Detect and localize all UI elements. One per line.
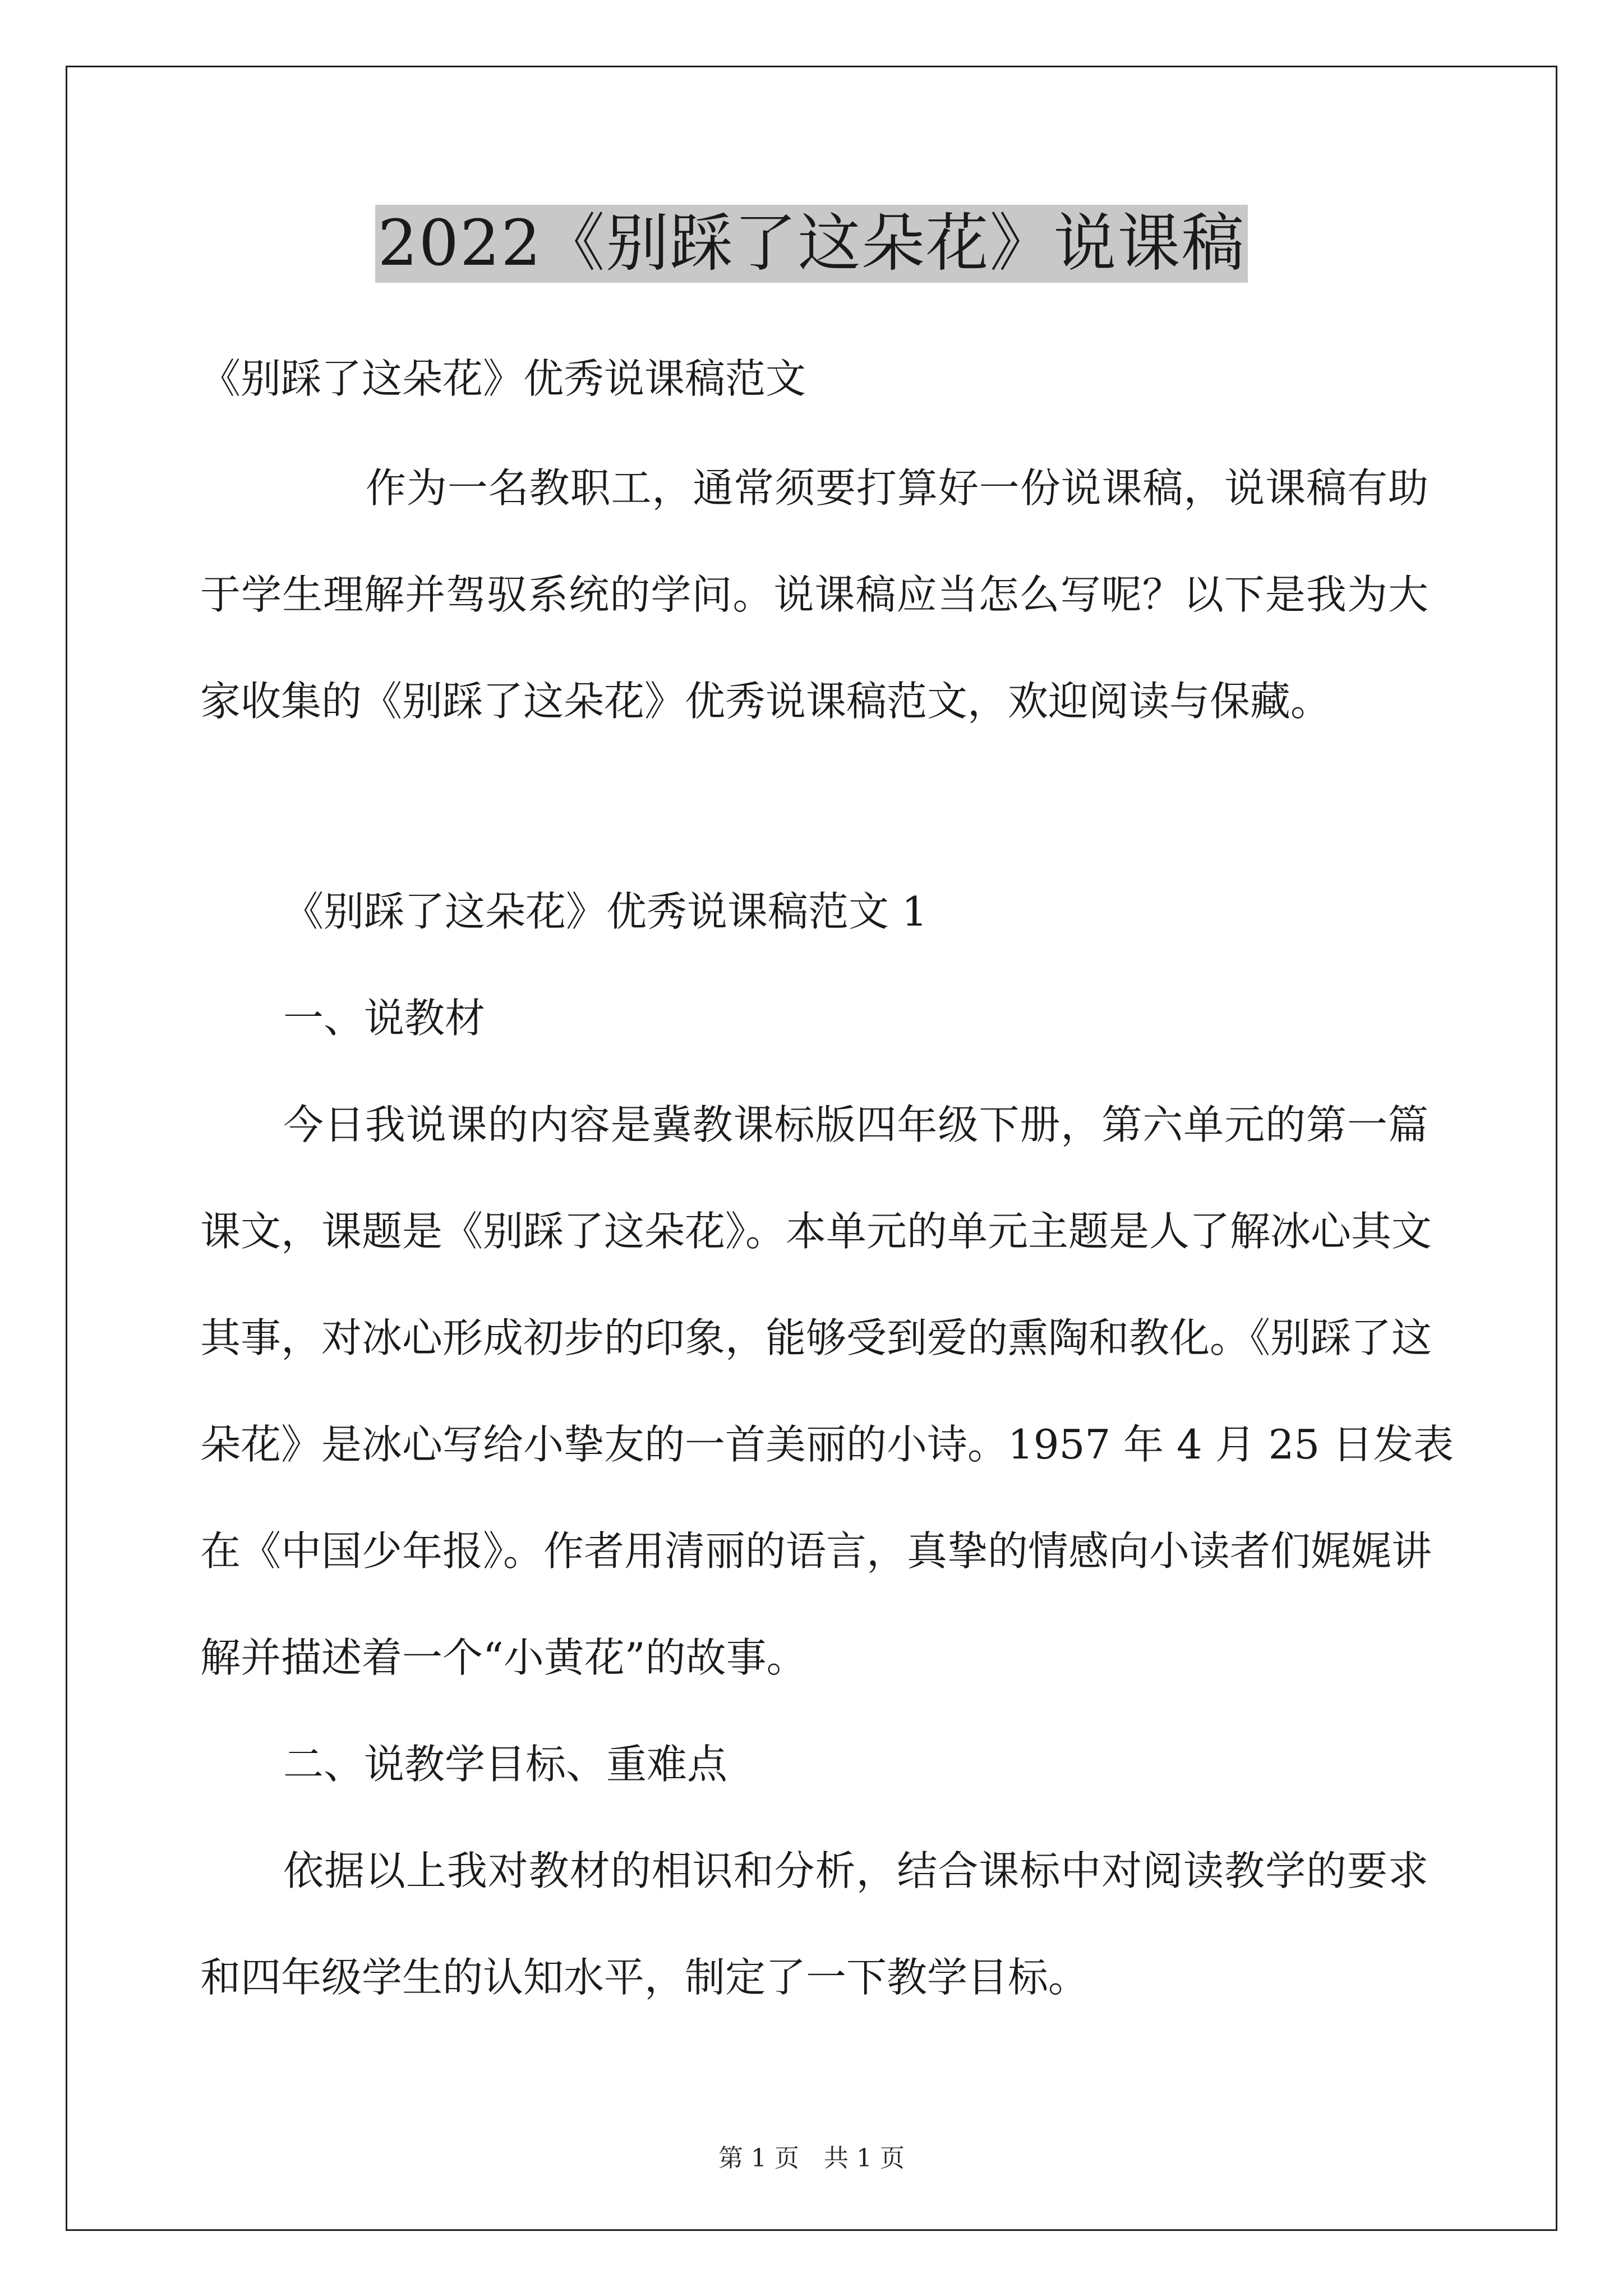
paragraph-line: 于学生理解并驾驭系统的学问。说课稿应当怎么写呢？以下是我为大 <box>200 571 1428 618</box>
paragraph-line: 和四年级学生的认知水平，制定了一下教学目标。 <box>200 1954 1089 2001</box>
paragraph-line: 在《中国少年报》。作者用清丽的语言，真挚的情感向小读者们娓娓讲 <box>200 1527 1432 1575</box>
paragraph-line: 朵花》是冰心写给小挚友的一首美丽的小诗。1957 年 4 月 25 日发表 <box>200 1421 1454 1468</box>
paragraph-line: 其事，对冰心形成初步的印象，能够受到爱的熏陶和教化。《别踩了这 <box>200 1314 1432 1361</box>
paragraph-line: 家收集的《别踩了这朵花》优秀说课稿范文，欢迎阅读与保藏。 <box>200 678 1331 725</box>
paragraph-line: 依据以上我对教材的相识和分析，结合课标中对阅读教学的要求 <box>283 1847 1428 1894</box>
subtitle-line: 《别踩了这朵花》优秀说课稿范文 <box>200 355 806 402</box>
document-title: 2022《别踩了这朵花》说课稿 <box>375 205 1247 283</box>
section-heading: 二、说教学目标、重难点 <box>283 1741 728 1788</box>
section-heading: 《别踩了这朵花》优秀说课稿范文 1 <box>283 888 928 935</box>
paragraph-line: 解并描述着一个“小黄花”的故事。 <box>200 1634 807 1681</box>
paragraph-line: 作为一名教职工，通常须要打算好一份说课稿，说课稿有助 <box>366 464 1428 512</box>
title-container <box>0 205 1623 283</box>
paragraph-line: 课文，课题是《别踩了这朵花》。本单元的单元主题是人了解冰心其文 <box>200 1208 1432 1255</box>
paragraph-line: 今日我说课的内容是冀教课标版四年级下册，第六单元的第一篇 <box>283 1101 1428 1148</box>
section-heading: 一、说教材 <box>283 995 486 1042</box>
page-footer: 第 1 页 共 1 页 <box>718 2144 905 2173</box>
